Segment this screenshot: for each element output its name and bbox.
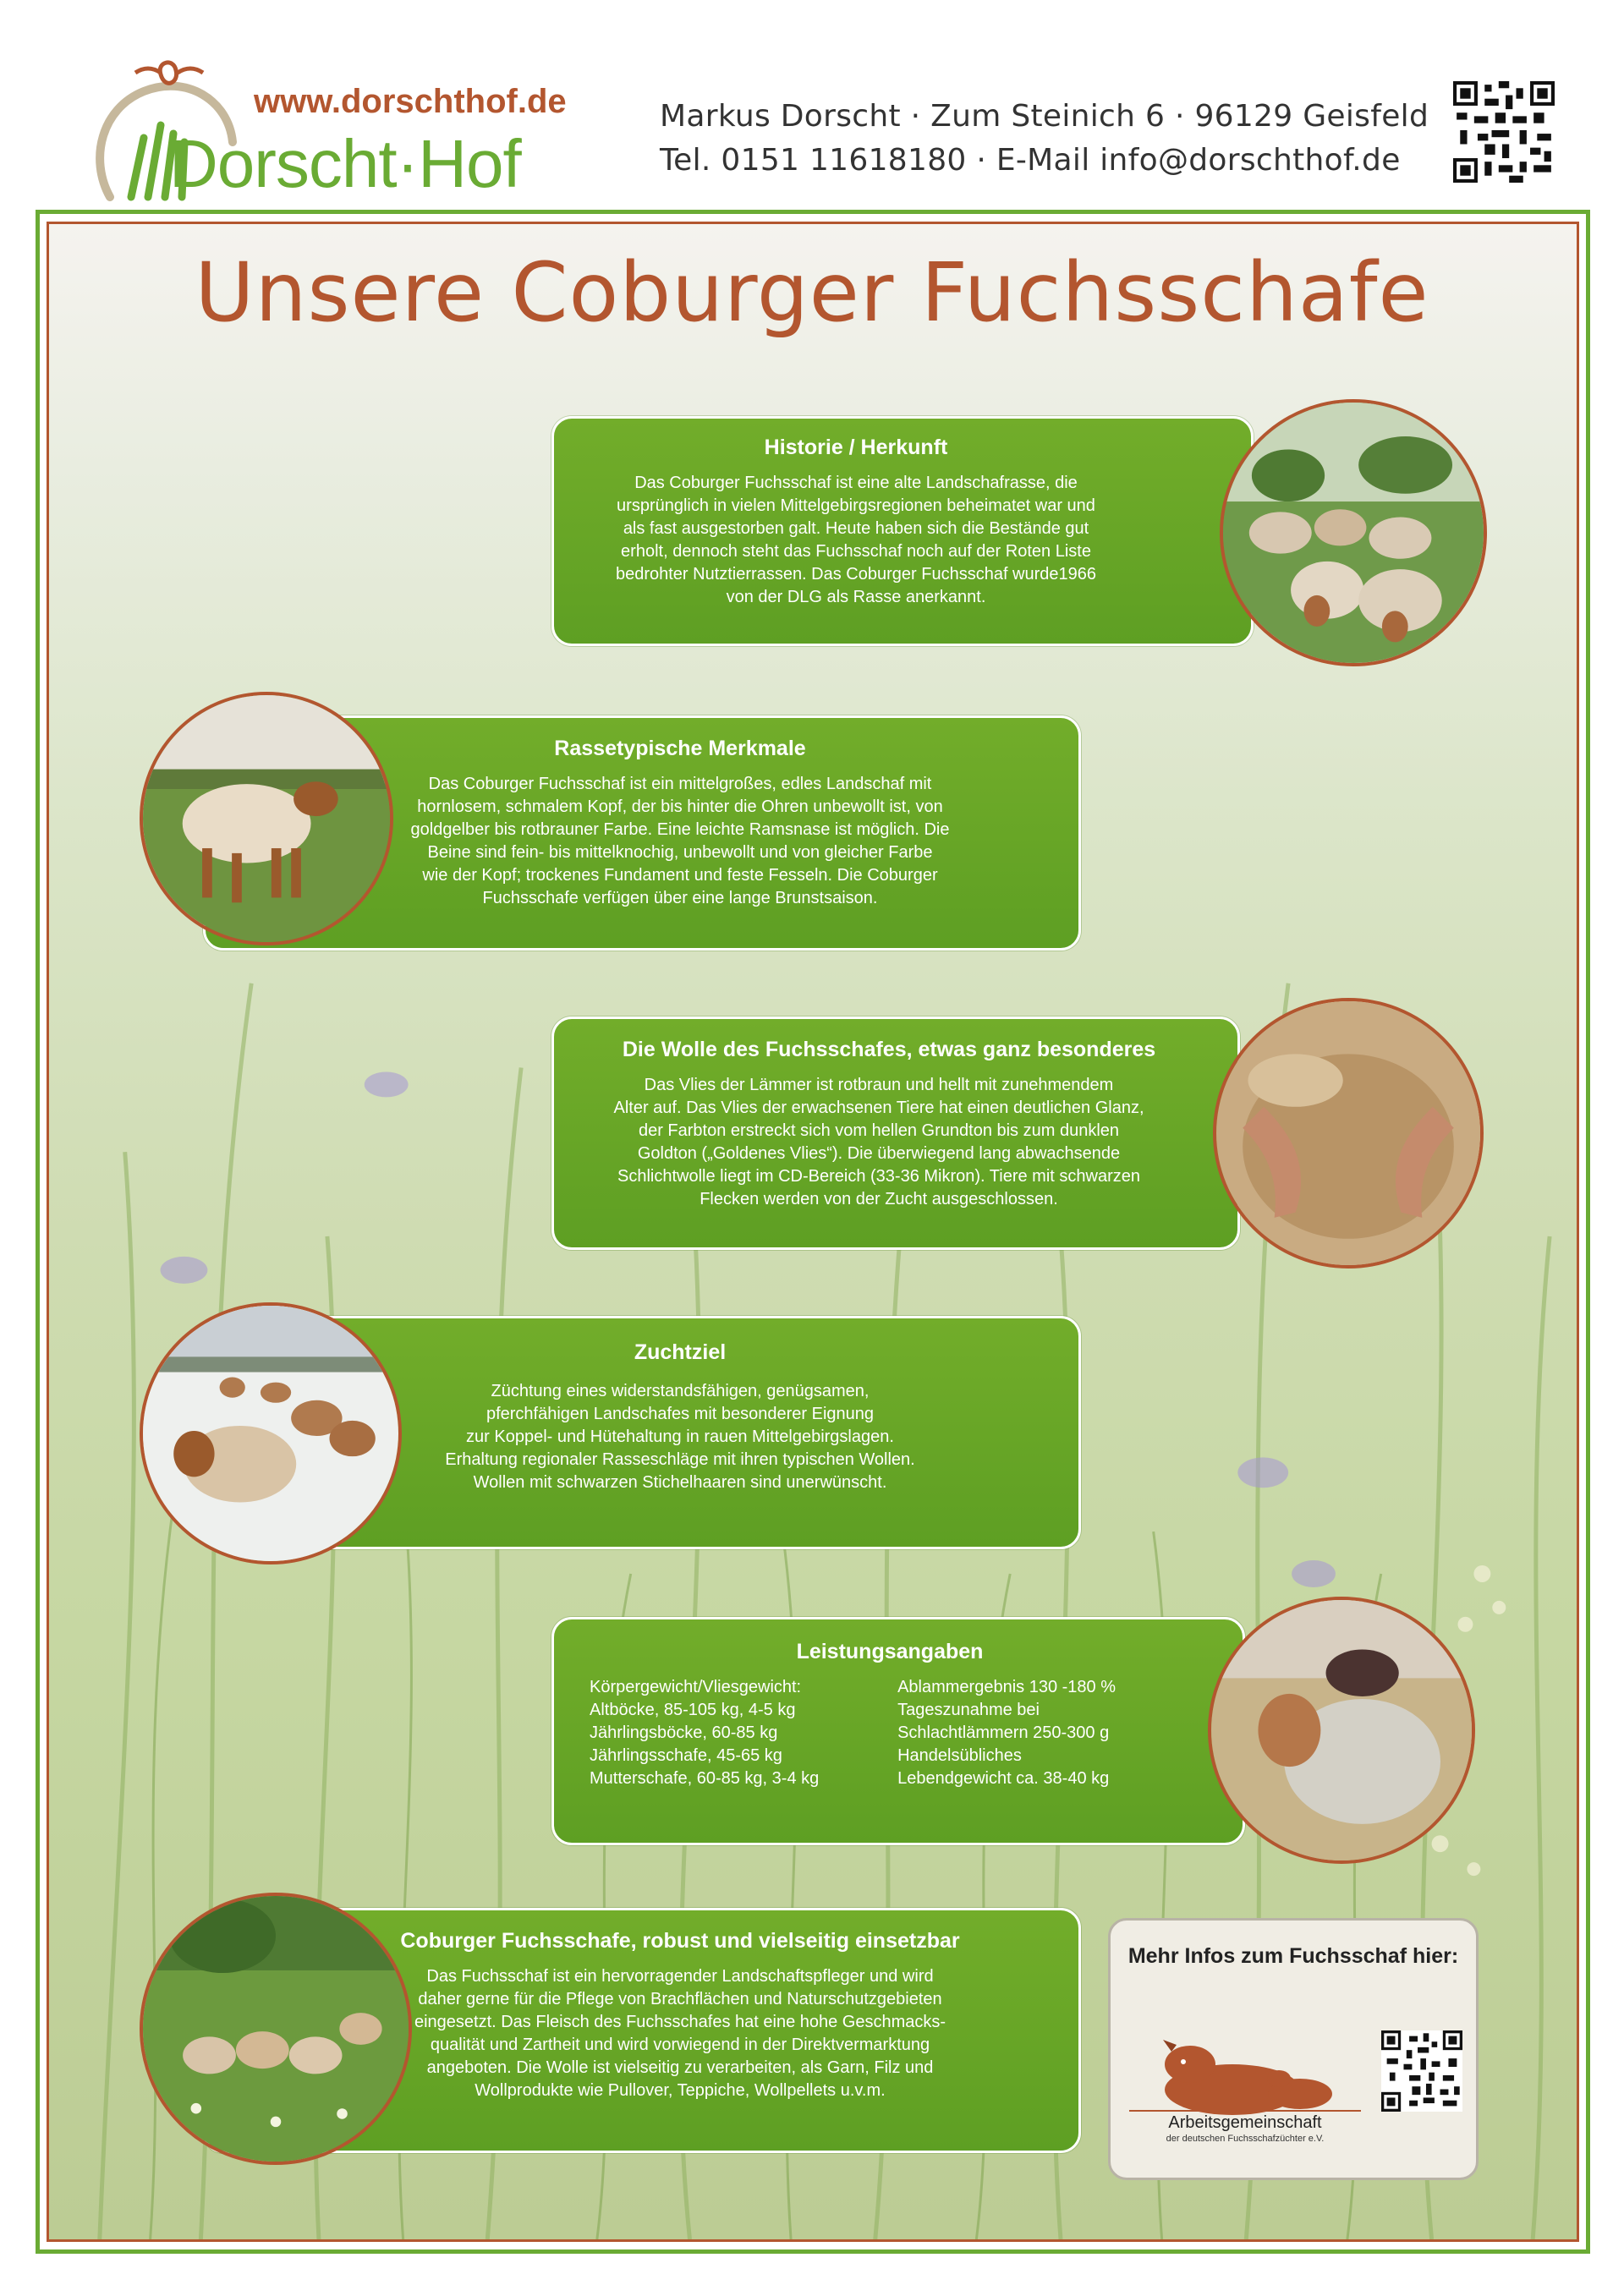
performance-line: Mutterschafe, 60-85 kg, 3-4 kg [590, 1769, 820, 1788]
section-text-line: ursprünglich in vielen Mittelgebirgsregionen beheimatet war und [617, 496, 1095, 515]
qr-code-icon[interactable] [1453, 81, 1555, 183]
section-text-line: Erhaltung regionaler Rasseschläge mit ihren typischen Wollen. [445, 1450, 915, 1469]
section-wolle [551, 1016, 1240, 1250]
contact-phone-email: Tel. 0151 11618180 · E-Mail info@dorschthof.de [660, 143, 1401, 178]
section-heading: Rassetypische Merkmale [554, 737, 806, 760]
contact-info [660, 95, 1429, 183]
section-text-line: Das Coburger Fuchsschaf ist ein mittelgroßes, edles Landschaf mit [428, 775, 932, 793]
page-title: Unsere Coburger Fuchsschafe [195, 245, 1429, 340]
section-text-line: Fuchsschafe verfügen über eine lange Brunstsaison. [482, 889, 878, 907]
section-heading: Die Wolle des Fuchsschafes, etwas ganz besonderes [622, 1038, 1156, 1061]
photo-sheep-herd [1220, 399, 1487, 666]
section-text-line: wie der Kopf; trockenes Fundament und feste Fesseln. Die Coburger [422, 866, 938, 885]
section-text-line: Wollprodukte wie Pullover, Teppiche, Wollpellets u.v.m. [475, 2081, 886, 2100]
more-info-box [1108, 1918, 1479, 2180]
performance-line: Jährlingsböcke, 60-85 kg [590, 1723, 778, 1742]
section-text-line: Züchtung eines widerstandsfähigen, genügsamen, [491, 1382, 870, 1400]
performance-line: Lebendgewicht ca. 38-40 kg [897, 1769, 1110, 1788]
performance-line: Körpergewicht/Vliesgewicht: [590, 1678, 802, 1696]
section-text-line: erholt, dennoch steht das Fuchsschaf noch auf der Roten Liste [621, 542, 1091, 561]
logo-url[interactable]: www.dorschthof.de [254, 83, 567, 120]
performance-columns [590, 1676, 1116, 1790]
section-text-line: zur Koppel- und Hütehaltung in rauen Mittelgebirgslagen. [466, 1427, 894, 1446]
photo-ewe-with-lamb [1208, 1597, 1475, 1864]
section-heading: Coburger Fuchsschafe, robust und vielseitig einsetzbar [400, 1929, 960, 1953]
section-text-line: eingesetzt. Das Fleisch des Fuchsschafes hat eine hohe Geschmacks- [414, 2013, 946, 2031]
qr-code-icon[interactable] [1381, 2030, 1462, 2112]
section-text-line: qualität und Zartheit und wird vorwiegend in der Direktvermarktung [430, 2036, 930, 2054]
section-text-line: daher gerne für die Pflege von Brachflächen und Naturschutzgebieten [418, 1990, 942, 2008]
section-text-line: Alter auf. Das Vlies der erwachsenen Tiere hat einen deutlichen Glanz, [613, 1099, 1144, 1117]
section-text-line: als fast ausgestorben galt. Heute haben sich die Bestände gut [623, 519, 1089, 538]
performance-column-right [897, 1676, 1116, 1790]
performance-line: Ablammergebnis 130 -180 % [897, 1678, 1116, 1696]
photo-sheep-in-snow [140, 1302, 402, 1564]
org-subtitle: der deutschen Fuchsschafzüchter e.V. [1166, 2134, 1325, 2144]
performance-column-left [590, 1676, 819, 1790]
dorschthof-logo [85, 41, 626, 210]
section-leistungsangaben [551, 1617, 1245, 1845]
section-text-line: Schlichtwolle liegt im CD-Bereich (33-36 Mikron). Tiere mit schwarzen [617, 1167, 1140, 1186]
org-name: Arbeitsgemeinschaft [1129, 2110, 1361, 2133]
section-text-line: Das Fuchsschaf ist ein hervorragender Landschaftspfleger und wird [426, 1967, 934, 1986]
more-info-title: Mehr Infos zum Fuchsschaf hier: [1127, 1944, 1459, 1968]
section-text-line: Das Coburger Fuchsschaf ist eine alte Landschafrasse, die [634, 474, 1078, 492]
section-text-line: Beine sind fein- bis mittelknochig, unbewollt und von gleicher Farbe [427, 843, 933, 862]
performance-line: Schlachtlämmern 250-300 g [897, 1723, 1110, 1742]
section-historie [551, 416, 1254, 646]
section-text-line: hornlosem, schmalem Kopf, der bis hinter die Ohren unbewollt ist, von [417, 797, 943, 816]
photo-ram-profile [140, 692, 393, 945]
section-heading: Historie / Herkunft [764, 436, 948, 459]
logo-name: Dorscht·Hof [169, 126, 521, 201]
section-text-line: bedrohter Nutztierrassen. Das Coburger Fuchsschaf wurde1966 [615, 565, 1097, 584]
contact-address: Markus Dorscht · Zum Steinich 6 · 96129 Geisfeld [660, 99, 1429, 134]
section-text-line: Das Vlies der Lämmer ist rotbraun und hellt mit zunehmendem [644, 1076, 1114, 1094]
section-text-line: goldgelber bis rotbrauner Farbe. Eine leichte Ramsnase ist möglich. Die [410, 820, 950, 839]
section-heading: Leistungsangaben [796, 1640, 984, 1663]
section-text-line: Wollen mit schwarzen Stichelhaaren sind unerwünscht. [473, 1473, 887, 1492]
photo-hands-in-wool [1213, 998, 1484, 1269]
performance-line: Altböcke, 85-105 kg, 4-5 kg [590, 1701, 796, 1719]
section-text-line: Goldton („Goldenes Vlies“). Die überwiegend lang abwachsende [637, 1144, 1121, 1163]
section-text-line: angeboten. Die Wolle ist vielseitig zu verarbeiten, als Garn, Filz und [426, 2058, 934, 2077]
section-text-line: von der DLG als Rasse anerkannt. [726, 588, 986, 606]
performance-line: Jährlingsschafe, 45-65 kg [590, 1746, 782, 1765]
section-text-line: Flecken werden von der Zucht ausgeschlossen. [700, 1190, 1058, 1208]
photo-sheep-grazing [140, 1893, 412, 2165]
performance-line: Tageszunahme bei [897, 1701, 1040, 1719]
performance-line: Handelsübliches [897, 1746, 1022, 1765]
section-heading: Zuchtziel [634, 1340, 727, 1364]
section-text-line: pferchfähigen Landschafes mit besonderer Eignung [486, 1405, 875, 1423]
section-text-line: der Farbton erstreckt sich vom hellen Grundton bis zum dunklen [638, 1121, 1120, 1140]
